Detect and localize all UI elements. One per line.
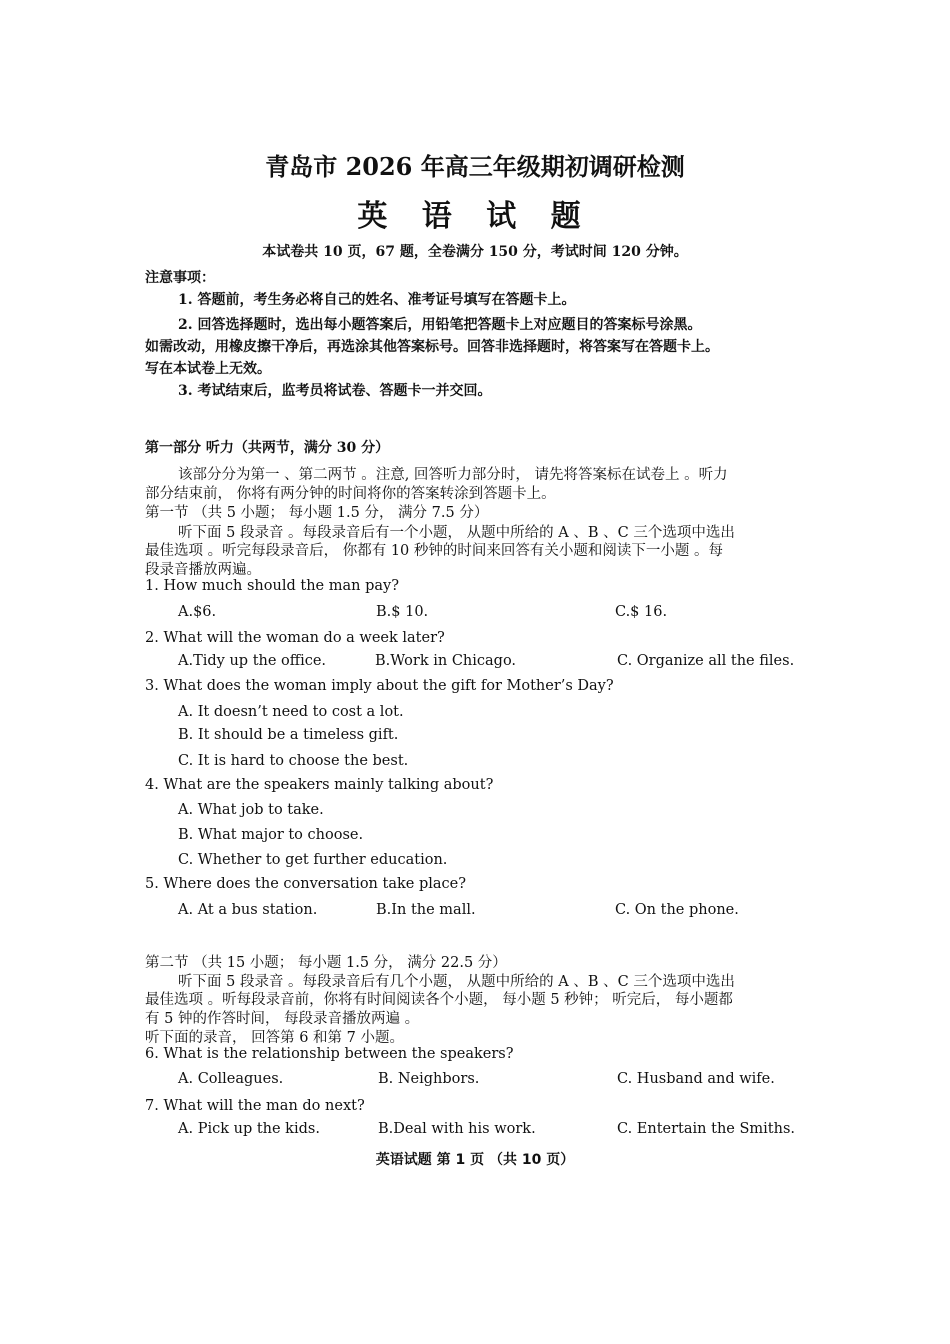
notice-item-2-line-2: 如需改动，用橡皮擦干净后，再选涂其他答案标号。回答非选择题时，将答案写在答题卡上。 — [145, 339, 719, 355]
exam-subtitle: 英 语 试 题 — [357, 199, 593, 234]
section2-heading: 第二节 （共 15 小题； 每小题 1.5 分， 满分 22.5 分） — [145, 955, 507, 971]
option-c: C. Organize all the files. — [617, 653, 795, 669]
option-b: B. What major to choose. — [178, 827, 364, 843]
question-stem: 1. How much should the man pay? — [145, 578, 399, 594]
option-b: B. It should be a timeless gift. — [178, 727, 399, 743]
option-a: A.$6. — [178, 604, 217, 620]
exam-title: 青岛市 2026 年高三年级期初调研检测 — [265, 152, 685, 181]
question-stem: 3. What does the woman imply about the gift for Mother’s Day? — [145, 678, 614, 694]
option-b: B. Neighbors. — [378, 1071, 480, 1087]
option-a: A. Pick up the kids. — [178, 1121, 320, 1137]
option-b: B.Deal with his work. — [378, 1121, 536, 1137]
option-c: C. On the phone. — [615, 902, 739, 918]
option-a: A. At a bus station. — [178, 902, 318, 918]
option-a: A. It doesn’t need to cost a lot. — [178, 704, 404, 720]
option-a: A. What job to take. — [178, 802, 324, 818]
option-b: B.In the mall. — [376, 902, 476, 918]
notice-item-2-line-3: 写在本试卷上无效。 — [145, 361, 271, 377]
question-stem: 6. What is the relationship between the speakers? — [145, 1046, 514, 1062]
section2-subheading: 听下面的录音， 回答第 6 和第 7 小题。 — [145, 1030, 404, 1046]
option-c: C.$ 16. — [615, 604, 668, 620]
section1-heading: 第一节 （共 5 小题； 每小题 1.5 分， 满分 7.5 分） — [145, 505, 489, 521]
section2-directions-line-3: 有 5 钟的作答时间， 每段录音播放两遍 。 — [145, 1011, 420, 1027]
section1-directions-line-3: 段录音播放两遍。 — [145, 562, 261, 578]
part1-intro-line-1: 该部分分为第一 、第二两节 。注意, 回答听力部分时， 请先将答案标在试卷上 。听力 — [178, 467, 728, 483]
notice-item-1: 1. 答题前，考生务必将自己的姓名、准考证号填写在答题卡上。 — [178, 292, 576, 308]
option-c: C. Entertain the Smiths. — [617, 1121, 796, 1137]
page-footer: 英语试题 第 1 页 （共 10 页） — [375, 1152, 575, 1168]
option-c: C. Husband and wife. — [617, 1071, 775, 1087]
option-c: C. Whether to get further education. — [178, 852, 448, 868]
option-b: B.Work in Chicago. — [375, 653, 517, 669]
option-c: C. It is hard to choose the best. — [178, 753, 409, 769]
question-stem: 4. What are the speakers mainly talking about? — [145, 777, 494, 793]
part1-heading: 第一部分 听力（共两节，满分 30 分） — [145, 440, 390, 456]
notice-item-3: 3. 考试结束后，监考员将试卷、答题卡一并交回。 — [178, 383, 492, 399]
option-b: B.$ 10. — [376, 604, 429, 620]
section1-directions-line-1: 听下面 5 段录音 。每段录音后有一个小题， 从题中所给的 A 、B 、C 三个选项中选出 — [178, 525, 735, 541]
exam-info: 本试卷共 10 页，67 题，全卷满分 150 分，考试时间 120 分钟。 — [262, 244, 688, 260]
section2-directions-line-1: 听下面 5 段录音 。每段录音后有几个小题， 从题中所给的 A 、B 、C 三个选项中选出 — [178, 974, 735, 990]
notice-item-2-line-1: 2. 回答选择题时，选出每小题答案后，用铅笔把答题卡上对应题目的答案标号涂黑。 — [178, 317, 702, 333]
question-stem: 2. What will the woman do a week later? — [145, 630, 445, 646]
option-a: A.Tidy up the office. — [178, 653, 327, 669]
question-stem: 7. What will the man do next? — [145, 1098, 365, 1114]
section2-directions-line-2: 最佳选项 。听每段录音前，你将有时间阅读各个小题， 每小题 5 秒钟； 听完后， 每小题都 — [145, 992, 733, 1008]
notice-heading: 注意事项： — [145, 270, 215, 286]
option-a: A. Colleagues. — [178, 1071, 284, 1087]
section1-directions-line-2: 最佳选项 。听完每段录音后， 你都有 10 秒钟的时间来回答有关小题和阅读下一小题 。每 — [145, 543, 723, 559]
part1-intro-line-2: 部分结束前， 你将有两分钟的时间将你的答案转涂到答题卡上。 — [145, 486, 556, 502]
question-stem: 5. Where does the conversation take place? — [145, 876, 466, 892]
